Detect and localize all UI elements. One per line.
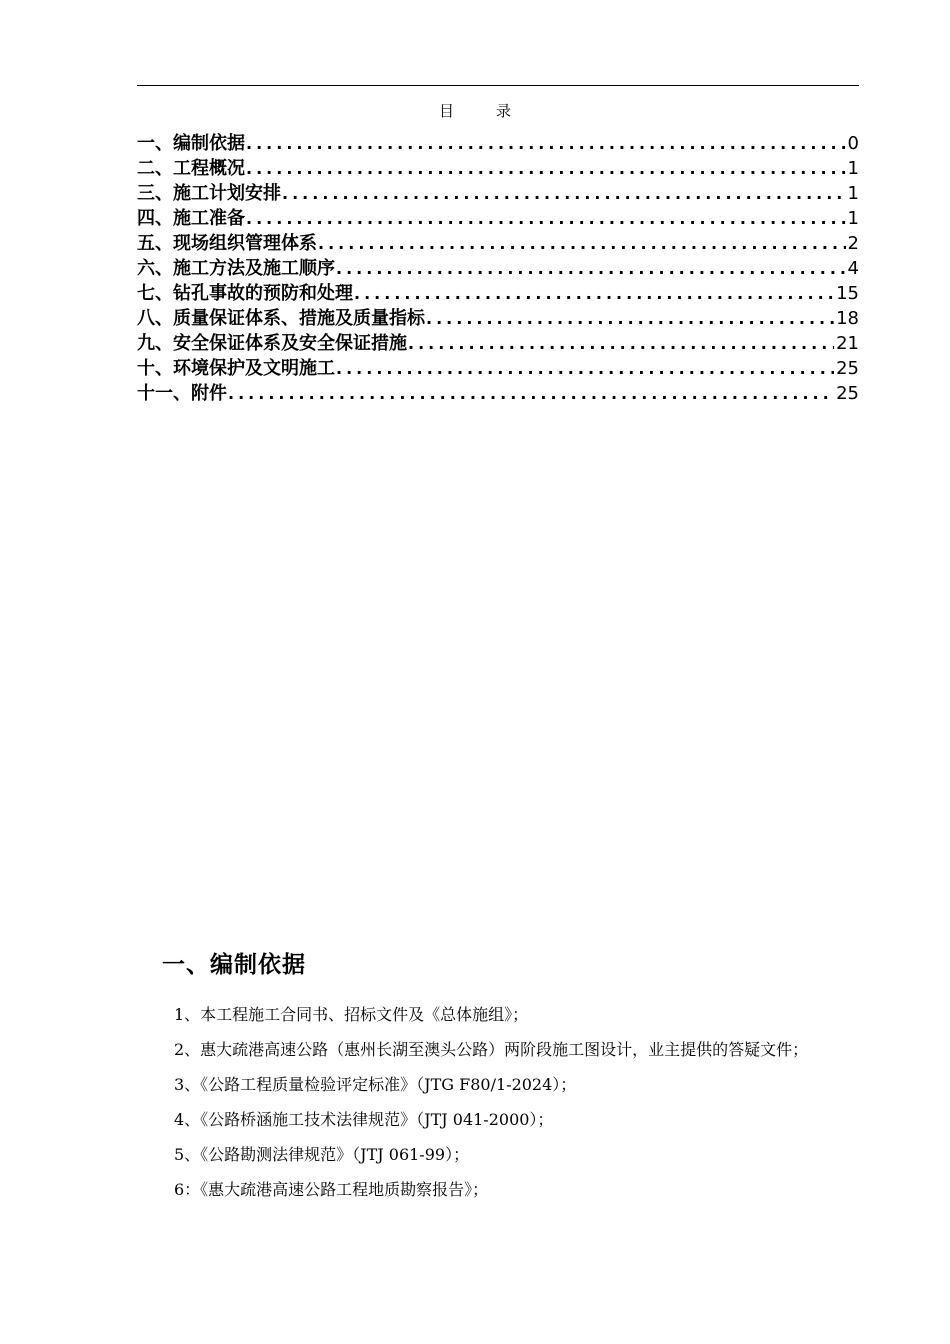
toc-entry[interactable] <box>137 331 859 356</box>
toc-entry-title: 四、施工准备 <box>137 208 245 229</box>
toc-entry-page: 4 <box>847 258 859 279</box>
toc-entry-title: 五、现场组织管理体系 <box>137 233 317 254</box>
toc-entry-page: 15 <box>836 283 859 304</box>
toc-leader-dots <box>407 331 834 356</box>
table-of-contents <box>137 131 859 406</box>
toc-entry-page: 1 <box>847 208 859 229</box>
paragraph: 5、《公路勘测法律规范》（JTJ 061-99）； <box>174 1145 470 1164</box>
toc-entry-title: 六、施工方法及施工顺序 <box>137 258 335 279</box>
toc-entry[interactable] <box>137 181 859 206</box>
paragraph: 6：《惠大疏港高速公路工程地质勘察报告》； <box>174 1180 489 1199</box>
toc-entry-page: 1 <box>847 183 859 204</box>
section-heading: 一、编制依据 <box>162 952 306 978</box>
toc-entry[interactable] <box>137 381 859 406</box>
toc-entry-page: 25 <box>836 383 859 404</box>
toc-entry-title: 八、质量保证体系、措施及质量指标 <box>137 308 425 329</box>
toc-leader-dots <box>425 306 834 331</box>
toc-entry-title: 十一、附件 <box>137 383 227 404</box>
toc-entry[interactable] <box>137 206 859 231</box>
toc-leader-dots <box>335 256 846 281</box>
toc-leader-dots <box>245 131 846 156</box>
toc-leader-dots <box>245 156 846 181</box>
toc-leader-dots <box>317 231 846 256</box>
toc-entry[interactable] <box>137 281 859 306</box>
toc-leader-dots <box>245 206 846 231</box>
toc-entry-page: 0 <box>847 133 859 154</box>
toc-entry[interactable] <box>137 356 859 381</box>
paragraph: 1、本工程施工合同书、招标文件及《总体施组》； <box>174 1005 529 1024</box>
toc-entry-page: 1 <box>847 158 859 179</box>
toc-entry[interactable] <box>137 306 859 331</box>
toc-entry[interactable] <box>137 156 859 181</box>
toc-entry[interactable] <box>137 231 859 256</box>
toc-entry-title: 一、编制依据 <box>137 133 245 154</box>
toc-entry-title: 七、钻孔事故的预防和处理 <box>137 283 353 304</box>
paragraph: 2、惠大疏港高速公路（惠州长湖至澳头公路）两阶段施工图设计，业主提供的答疑文件； <box>174 1040 809 1059</box>
toc-entry-title: 三、施工计划安排 <box>137 183 281 204</box>
toc-leader-dots <box>335 356 834 381</box>
toc-entry-page: 21 <box>836 333 859 354</box>
toc-leader-dots <box>227 381 834 406</box>
toc-entry-page: 25 <box>836 358 859 379</box>
paragraph: 4、《公路桥涵施工技术法律规范》（JTJ 041-2000）； <box>174 1110 554 1129</box>
toc-entry-page: 18 <box>836 308 859 329</box>
section-body <box>137 997 859 1207</box>
toc-entry-title: 二、工程概况 <box>137 158 245 179</box>
header-rule <box>137 85 859 86</box>
toc-entry[interactable] <box>137 131 859 156</box>
toc-leader-dots <box>281 181 846 206</box>
paragraph: 3、《公路工程质量检验评定标准》（JTG F80/1-2024）； <box>174 1075 577 1094</box>
toc-leader-dots <box>353 281 834 306</box>
toc-entry-title: 十、环境保护及文明施工 <box>137 358 335 379</box>
toc-entry[interactable] <box>137 256 859 281</box>
toc-title: 目录 <box>438 102 553 120</box>
toc-entry-title: 九、安全保证体系及安全保证措施 <box>137 333 407 354</box>
toc-entry-page: 2 <box>847 233 859 254</box>
